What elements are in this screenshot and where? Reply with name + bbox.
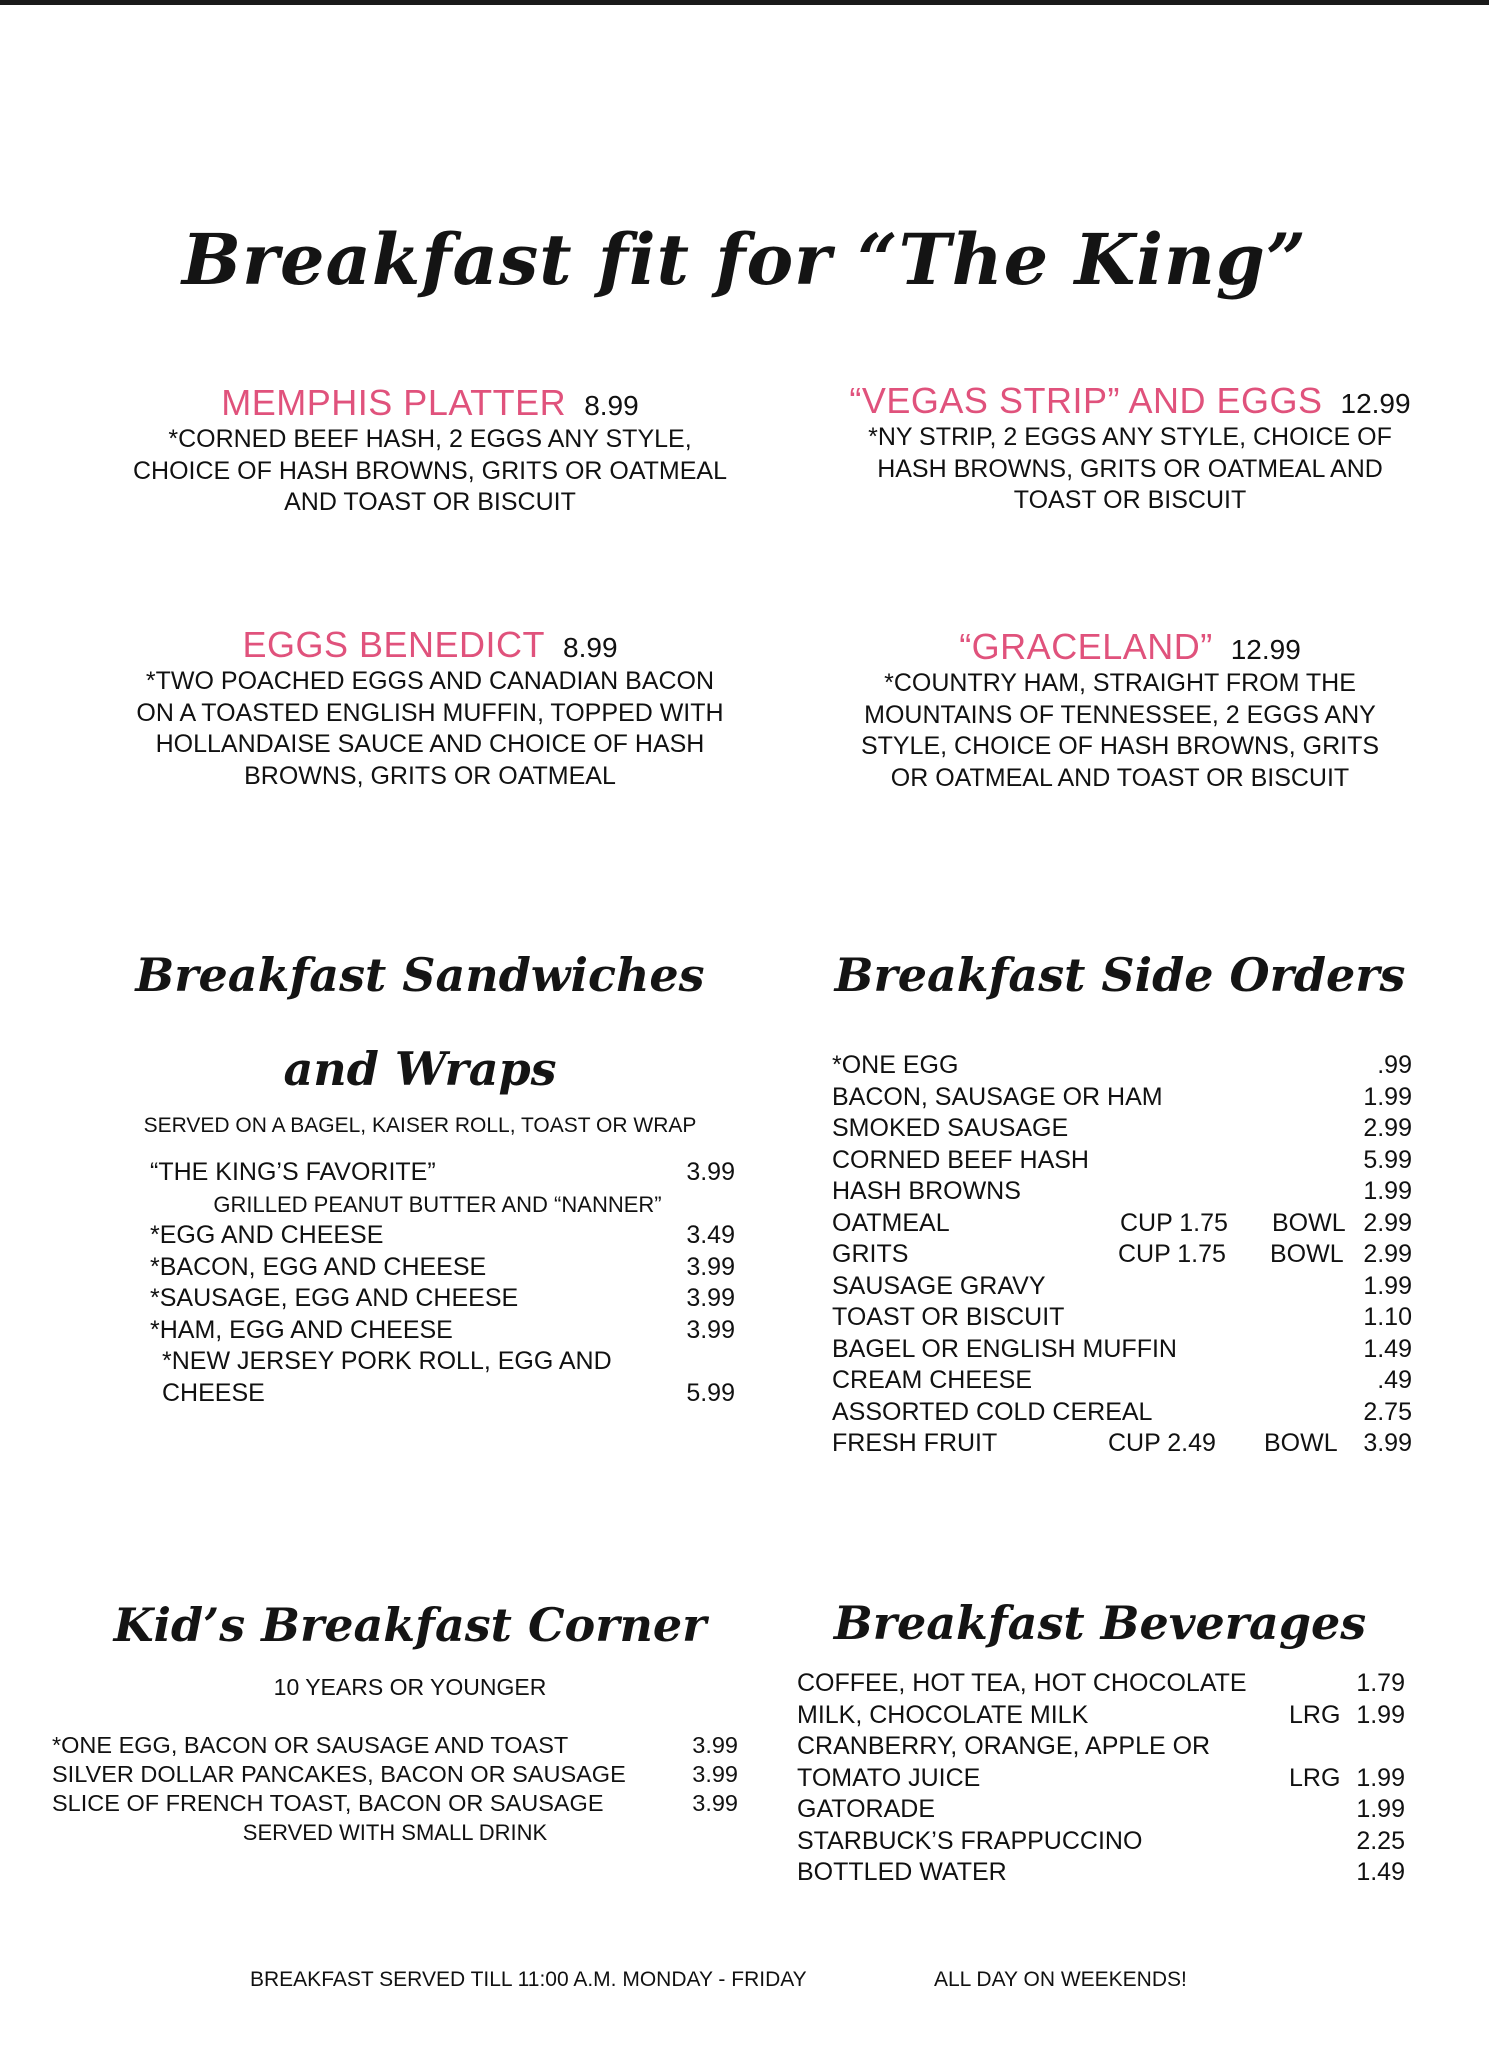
cup-price: CUP 1.75 bbox=[1120, 1208, 1228, 1237]
list-item-price: 3.99 bbox=[692, 1732, 738, 1758]
list-item-price: 2.99 bbox=[1363, 1240, 1412, 1268]
list-item-name: ASSORTED COLD CEREAL bbox=[832, 1397, 1153, 1426]
featured-item-vegas-strip bbox=[800, 380, 1460, 422]
list-item-price: 2.99 bbox=[1363, 1208, 1412, 1237]
featured-item-description bbox=[80, 666, 780, 792]
list-item bbox=[832, 1113, 1412, 1145]
list-item-price: 1.49 bbox=[1356, 1858, 1405, 1886]
list-item-name: *ONE EGG bbox=[832, 1051, 959, 1079]
bowl-label: BOWL bbox=[1270, 1240, 1344, 1268]
list-item-price: 3.99 bbox=[686, 1158, 735, 1186]
list-item-price: 2.75 bbox=[1363, 1397, 1412, 1426]
list-item bbox=[52, 1731, 738, 1760]
list-item-price: 2.99 bbox=[1363, 1114, 1412, 1142]
list-item-name: CREAM CHEESE bbox=[832, 1366, 1033, 1394]
list-item-name: *ONE EGG, BACON OR SAUSAGE AND TOAST bbox=[52, 1732, 569, 1758]
featured-item-memphis-platter bbox=[150, 382, 710, 424]
list-item-price: 1.99 bbox=[1356, 1700, 1405, 1729]
sandwiches-subtitle: SERVED ON A BAGEL, KAISER ROLL, TOAST OR WRAP bbox=[143, 1114, 697, 1137]
list-item-name: CRANBERRY, ORANGE, APPLE OR bbox=[797, 1732, 1211, 1760]
list-item bbox=[832, 1239, 1412, 1271]
item-name: “VEGAS STRIP” AND EGGS bbox=[849, 380, 1323, 421]
list-item bbox=[832, 1082, 1412, 1114]
list-item-name: STARBUCK’S FRAPPUCCINO bbox=[797, 1826, 1143, 1855]
item-name: “GRACELAND” bbox=[959, 626, 1213, 667]
cup-price: CUP 1.75 bbox=[1118, 1240, 1226, 1268]
item-price: 8.99 bbox=[584, 390, 639, 421]
list-item bbox=[52, 1789, 738, 1818]
list-item bbox=[797, 1668, 1405, 1700]
list-item bbox=[797, 1794, 1405, 1826]
list-item-name: *HAM, EGG AND CHEESE bbox=[150, 1315, 453, 1344]
list-item-name: FRESH FRUIT bbox=[832, 1429, 998, 1457]
list-item bbox=[832, 1176, 1412, 1208]
description-line: HOLLANDAISE SAUCE AND CHOICE OF HASH bbox=[155, 730, 705, 758]
list-item bbox=[832, 1397, 1412, 1429]
description-line: OR OATMEAL AND TOAST OR BISCUIT bbox=[890, 763, 1350, 792]
list-item bbox=[832, 1365, 1412, 1397]
description-line: ON A TOASTED ENGLISH MUFFIN, TOPPED WITH bbox=[136, 698, 724, 727]
description-line: BROWNS, GRITS OR OATMEAL bbox=[244, 761, 616, 790]
list-item bbox=[832, 1208, 1412, 1240]
sandwiches-title-line2: and Wraps bbox=[283, 1042, 557, 1096]
list-item bbox=[832, 1428, 1412, 1460]
kids-note: SERVED WITH SMALL DRINK bbox=[242, 1820, 548, 1845]
description-line: *TWO POACHED EGGS AND CANADIAN BACON bbox=[145, 667, 715, 695]
list-item-name: SLICE OF FRENCH TOAST, BACON OR SAUSAGE bbox=[52, 1790, 604, 1816]
list-item-price: 5.99 bbox=[686, 1378, 735, 1407]
description-line: MOUNTAINS OF TENNESSEE, 2 EGGS ANY bbox=[864, 700, 1376, 729]
item-name: EGGS BENEDICT bbox=[242, 624, 546, 665]
bowl-label: BOWL bbox=[1264, 1429, 1338, 1457]
sides-list bbox=[832, 1050, 1412, 1460]
list-item bbox=[832, 1145, 1412, 1177]
list-item-name: MILK, CHOCOLATE MILK bbox=[797, 1700, 1089, 1729]
list-item-name: BAGEL OR ENGLISH MUFFIN bbox=[832, 1334, 1177, 1363]
list-item-name: *EGG AND CHEESE bbox=[150, 1221, 384, 1249]
list-item-price: 5.99 bbox=[1363, 1145, 1412, 1174]
list-item-price: 1.99 bbox=[1356, 1763, 1405, 1792]
list-item bbox=[832, 1302, 1412, 1334]
list-item-name: GRILLED PEANUT BUTTER AND “NANNER” bbox=[213, 1191, 662, 1217]
featured-item-description bbox=[780, 422, 1480, 517]
list-item-name: BACON, SAUSAGE OR HAM bbox=[832, 1082, 1163, 1111]
list-item-price: .99 bbox=[1377, 1051, 1412, 1079]
list-item-name: CHEESE bbox=[162, 1378, 265, 1407]
list-item-price: 1.99 bbox=[1363, 1082, 1412, 1111]
list-item bbox=[797, 1857, 1405, 1889]
description-line: *CORNED BEEF HASH, 2 EGGS ANY STYLE, bbox=[168, 425, 692, 453]
list-item-price: 3.99 bbox=[692, 1761, 738, 1787]
list-item-price: 3.99 bbox=[686, 1315, 735, 1344]
item-price: 8.99 bbox=[563, 632, 618, 663]
description-line: STYLE, CHOICE OF HASH BROWNS, GRITS bbox=[860, 732, 1380, 760]
beverages-list bbox=[797, 1668, 1405, 1889]
list-item-price: 3.99 bbox=[1363, 1429, 1412, 1457]
list-item-price: 3.99 bbox=[686, 1252, 735, 1281]
list-item bbox=[150, 1315, 735, 1347]
beverages-title: Breakfast Beverages bbox=[833, 1596, 1367, 1650]
list-item-price: 1.99 bbox=[1356, 1795, 1405, 1823]
list-item-price: 1.79 bbox=[1356, 1669, 1405, 1697]
list-item-name: SMOKED SAUSAGE bbox=[832, 1114, 1069, 1142]
list-item-name: SILVER DOLLAR PANCAKES, BACON OR SAUSAGE bbox=[52, 1761, 626, 1787]
list-item-name: CORNED BEEF HASH bbox=[832, 1145, 1089, 1174]
list-item bbox=[150, 1283, 735, 1315]
list-item bbox=[150, 1346, 735, 1378]
list-item-name: HASH BROWNS bbox=[832, 1177, 1021, 1205]
description-line: *NY STRIP, 2 EGGS ANY STYLE, CHOICE OF bbox=[868, 423, 1392, 451]
list-item-name: TOAST OR BISCUIT bbox=[832, 1303, 1065, 1331]
menu-title: Breakfast fit for “The King” bbox=[181, 218, 1308, 301]
description-line: AND TOAST OR BISCUIT bbox=[284, 488, 576, 516]
item-price: 12.99 bbox=[1230, 634, 1301, 665]
list-item-name: GATORADE bbox=[797, 1795, 935, 1823]
kids-list bbox=[52, 1731, 738, 1818]
list-item bbox=[150, 1378, 735, 1410]
description-line: *COUNTRY HAM, STRAIGHT FROM THE bbox=[884, 669, 1356, 697]
featured-item-description bbox=[770, 668, 1470, 794]
list-item-name: GRITS bbox=[832, 1240, 909, 1268]
size-label: LRG bbox=[1289, 1700, 1341, 1729]
list-item bbox=[797, 1731, 1405, 1763]
bowl-label: BOWL bbox=[1272, 1208, 1346, 1237]
list-item bbox=[52, 1760, 738, 1789]
list-item bbox=[797, 1700, 1405, 1732]
size-label: LRG bbox=[1289, 1763, 1341, 1792]
list-item bbox=[150, 1157, 735, 1189]
description-line: TOAST OR BISCUIT bbox=[1013, 486, 1247, 514]
list-item bbox=[150, 1252, 735, 1284]
list-item-name: TOMATO JUICE bbox=[797, 1763, 981, 1792]
list-item-name: *BACON, EGG AND CHEESE bbox=[150, 1252, 487, 1281]
list-item-name: *NEW JERSEY PORK ROLL, EGG AND bbox=[162, 1347, 612, 1375]
footer-hours: BREAKFAST SERVED TILL 11:00 A.M. MONDAY - FRIDAY bbox=[250, 1968, 807, 1991]
description-line: CHOICE OF HASH BROWNS, GRITS OR OATMEAL bbox=[132, 456, 728, 485]
item-name: MEMPHIS PLATTER bbox=[221, 382, 567, 423]
top-edge-border bbox=[0, 0, 1489, 5]
list-item bbox=[797, 1763, 1405, 1795]
sandwiches-list bbox=[150, 1157, 735, 1409]
list-item-price: 1.99 bbox=[1363, 1177, 1412, 1205]
list-item bbox=[832, 1334, 1412, 1366]
sandwiches-title-line1: Breakfast Sandwiches bbox=[135, 948, 705, 1002]
description-line: HASH BROWNS, GRITS OR OATMEAL AND bbox=[877, 454, 1383, 483]
list-item-name: OATMEAL bbox=[832, 1208, 950, 1237]
list-item bbox=[150, 1220, 735, 1252]
list-item-price: 1.99 bbox=[1363, 1271, 1412, 1300]
featured-item-description bbox=[80, 424, 780, 519]
list-item-price: 1.10 bbox=[1363, 1303, 1412, 1331]
list-item-name: BOTTLED WATER bbox=[797, 1858, 1007, 1886]
list-item-name: SAUSAGE GRAVY bbox=[832, 1271, 1046, 1300]
list-item-name: COFFEE, HOT TEA, HOT CHOCOLATE bbox=[797, 1669, 1247, 1697]
item-price: 12.99 bbox=[1340, 388, 1411, 419]
list-item-price: 3.99 bbox=[686, 1284, 735, 1312]
list-item-price: .49 bbox=[1377, 1366, 1412, 1394]
cup-price: CUP 2.49 bbox=[1108, 1429, 1216, 1457]
sides-title: Breakfast Side Orders bbox=[834, 948, 1406, 1002]
kids-subtitle: 10 YEARS OR YOUNGER bbox=[273, 1674, 547, 1700]
list-item-name: *SAUSAGE, EGG AND CHEESE bbox=[150, 1284, 519, 1312]
list-item-description bbox=[150, 1189, 735, 1221]
footer-weekends: ALL DAY ON WEEKENDS! bbox=[934, 1968, 1187, 1991]
kids-title: Kid’s Breakfast Corner bbox=[113, 1598, 707, 1652]
list-item bbox=[832, 1271, 1412, 1303]
list-item-price: 3.99 bbox=[692, 1790, 738, 1816]
list-item bbox=[832, 1050, 1412, 1082]
list-item-price: 1.49 bbox=[1363, 1334, 1412, 1363]
featured-item-eggs-benedict bbox=[150, 624, 710, 666]
list-item-price: 2.25 bbox=[1356, 1826, 1405, 1855]
list-item bbox=[797, 1826, 1405, 1858]
list-item-name: “THE KING’S FAVORITE” bbox=[150, 1158, 436, 1186]
list-item-price: 3.49 bbox=[686, 1221, 735, 1249]
featured-item-graceland bbox=[820, 626, 1440, 668]
